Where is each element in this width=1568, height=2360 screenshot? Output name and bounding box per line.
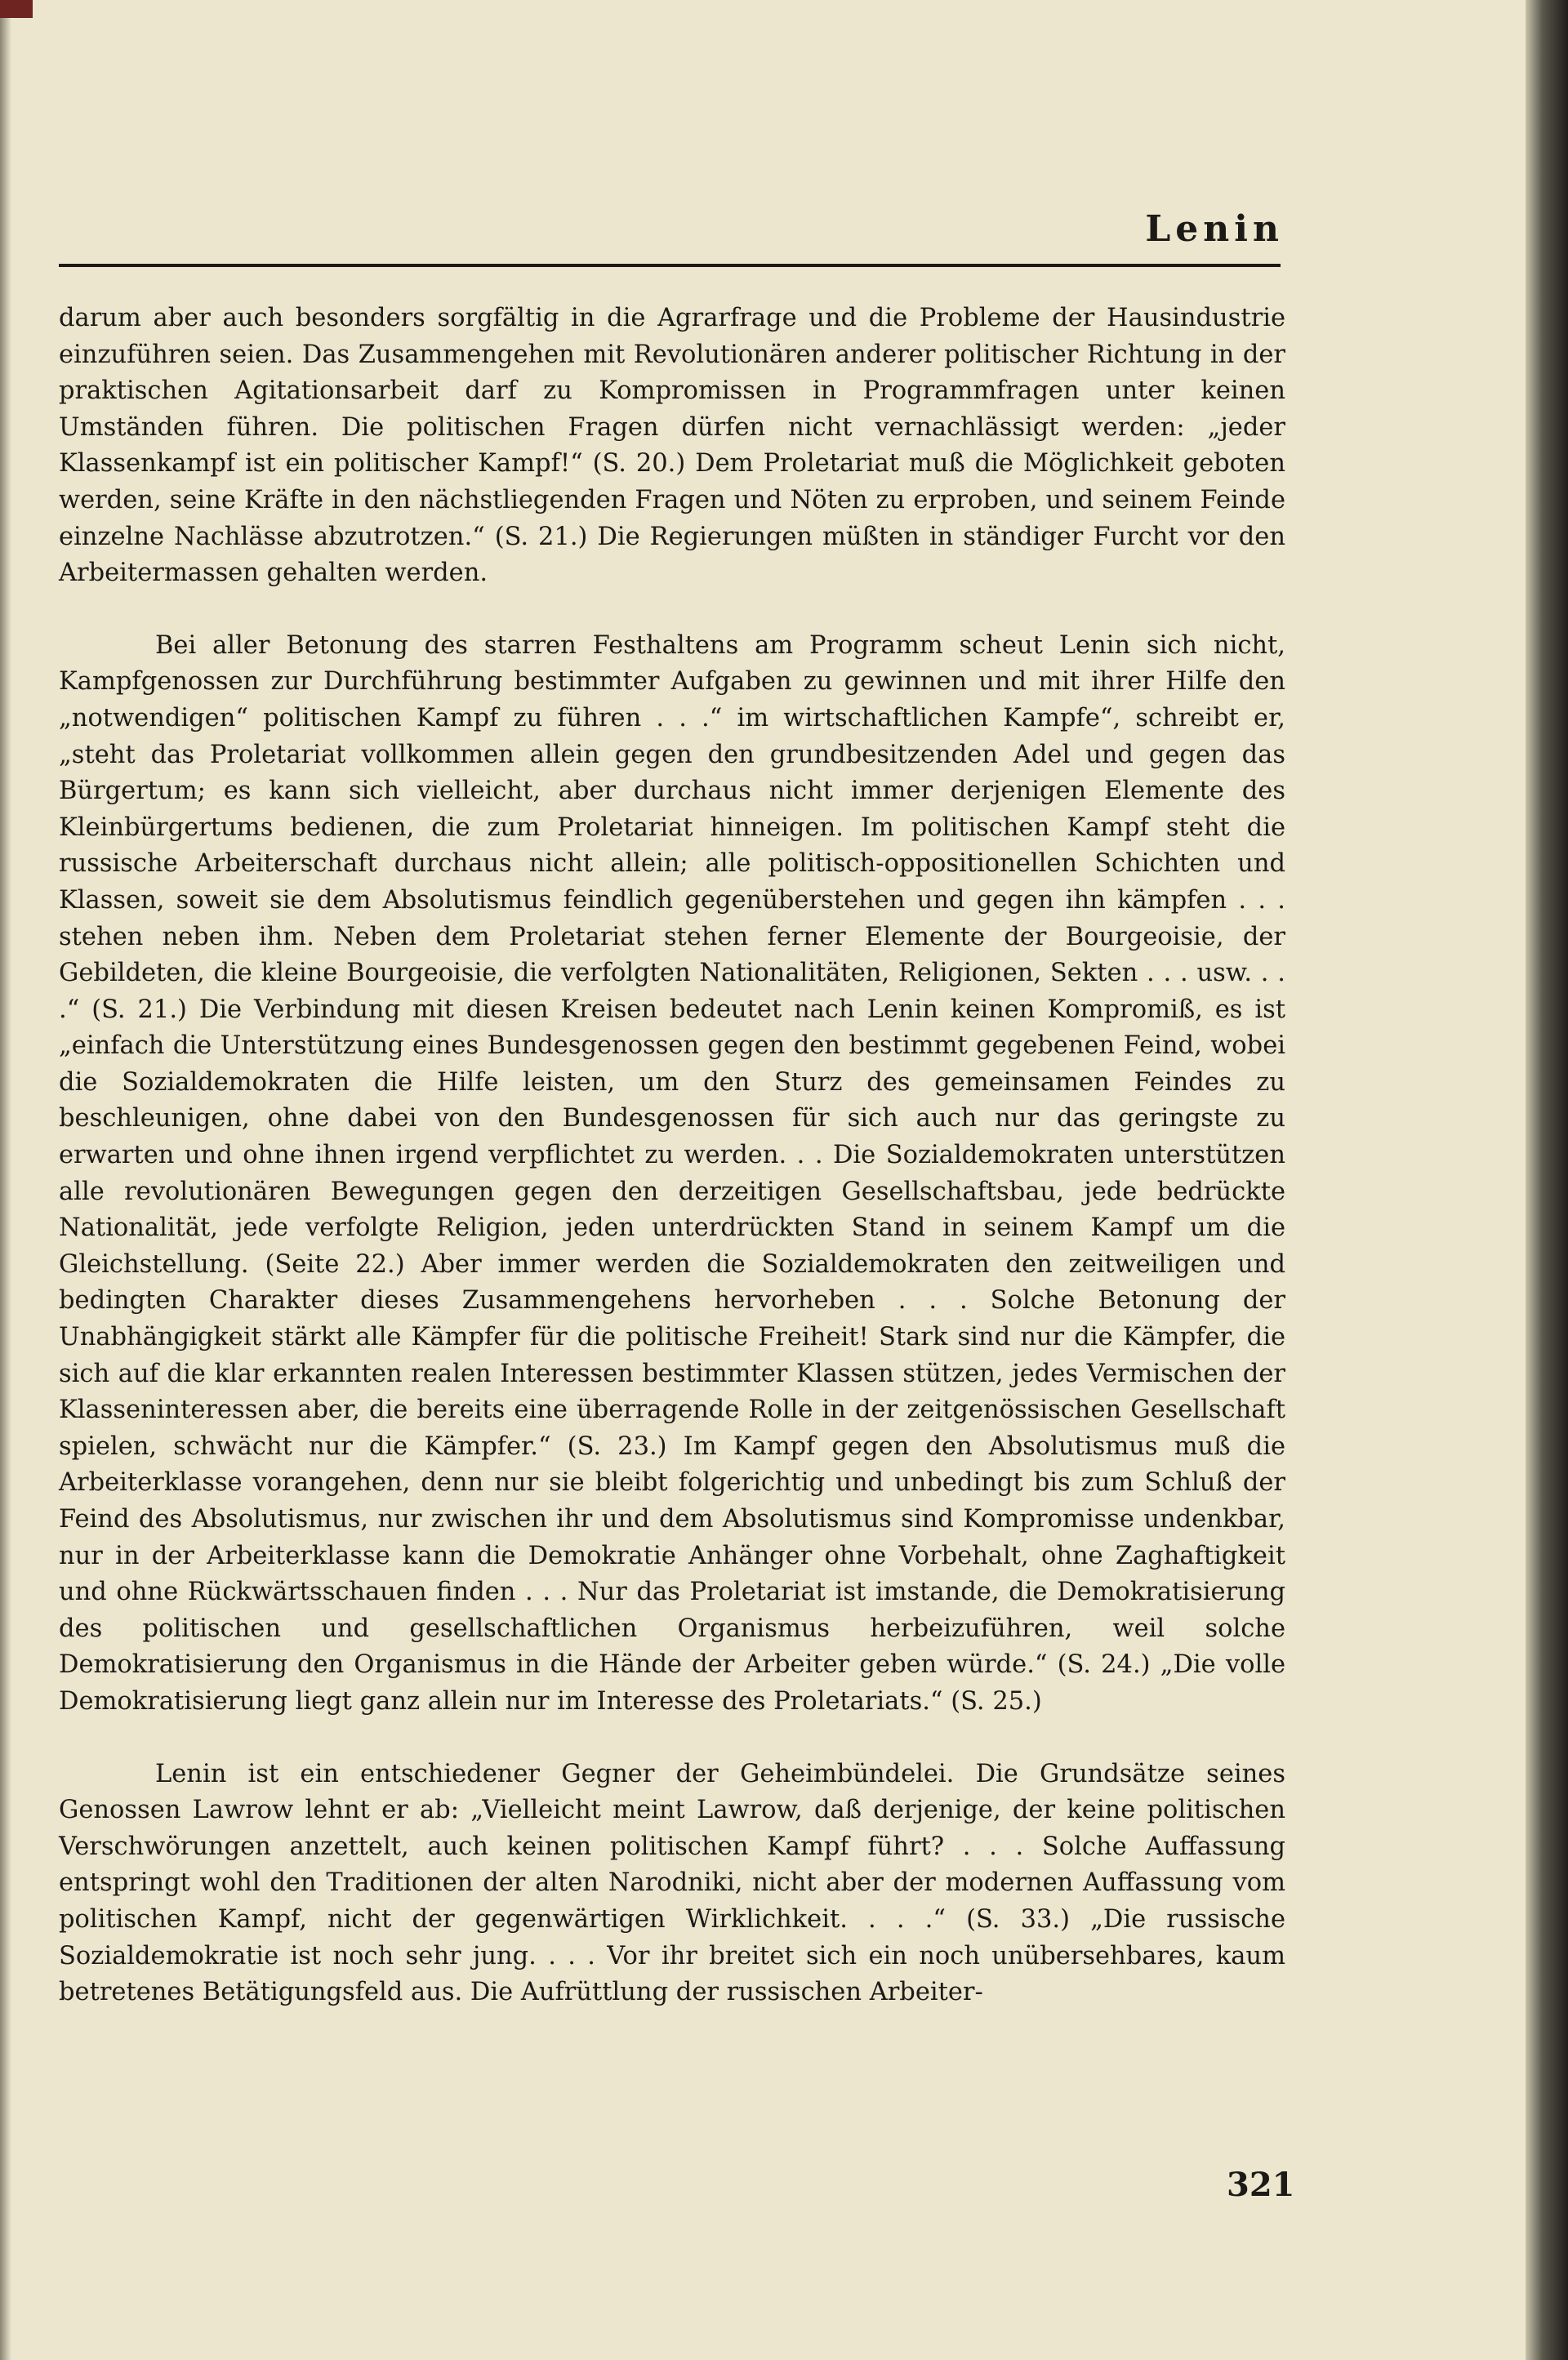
paragraph-3: Lenin ist ein entschiedener Gegner der Geheimbündelei. Die Grundsätze seines Genossen Lawrow lehnt er ab: „Vielleicht meint Lawrow, daß derjenige, der keine politischen Verschwörungen anzettelt, auch keinen politischen Kampf führt? . . . Solche Auffassung entspringt wohl den Traditionen der alten Narodniki, nicht aber der modernen Auffassung vom politischen Kampf, nicht der gegenwärtigen Wirklichkeit. . . .“ (S. 33.) „Die russische Sozialdemokratie ist noch sehr jung. . . . Vor ihr breitet sich ein noch unübersehbares, kaum betretenes Betätigungsfeld aus. Die Aufrüttlung der russischen Arbeiter- (59, 1759, 1285, 2007)
page-number: 321 (1227, 2166, 1295, 2204)
running-head: Lenin (1145, 208, 1284, 250)
page-gutter-shadow (0, 0, 11, 2360)
header-rule (59, 264, 1281, 267)
paragraph-2: Bei aller Betonung des starren Festhaltens am Programm scheut Lenin sich nicht, Kampfgenossen zur Durchführung bestimmter Aufgaben zu gewinnen und mit ihrer Hilfe den „notwendigen“ politischen Kampf zu führen . . .“ im wirtschaftlichen Kampfe“, schreibt er, „steht das Proletariat vollkommen allein gegen den grundbesitzenden Adel und gegen das Bürgertum; es kann sich vielleicht, aber durchaus nicht immer derjenigen Elemente des Kleinbürgertums bedienen, die zum Proletariat hinneigen. Im politischen Kampf steht die russische Arbeiterschaft durchaus nicht allein; alle politisch-oppositionellen Schichten und Klassen, soweit sie dem Absolutismus feindlich gegenüberstehen und gegen ihn kämpfen . . . stehen neben ihm. Neben dem Proletariat stehen ferner Elemente der Bourgeoisie, der Gebildeten, die kleine Bourgeoisie, die verfolgten Nationalitäten, Religionen, Sekten . . . usw. . . .“ (S. 21.) Die Verbindung mit diesen Kreisen bedeutet nach Lenin keinen Kompromiß, es ist „einfach die Unterstützung eines Bundesgenossen gegen den bestimmt gegebenen Feind, wobei die Sozialdemokraten die Hilfe leisten, um den Sturz des gemeinsamen Feindes zu beschleunigen, ohne dabei von den Bundesgenossen für sich auch nur das geringste zu erwarten und ohne ihnen irgend verpflichtet zu werden. . . Die Sozialdemokraten unterstützen alle revolutionären Bewegungen gegen den derzeitigen Gesellschaftsbau, jede bedrückte Nationalität, jede verfolgte Religion, jeden unterdrückten Stand in seinem Kampf um die Gleichstellung. (Seite 22.) Aber immer werden die Sozialdemokraten den zeitweiligen und bedingten Charakter dieses Zusammengehens hervorheben . . . Solche Betonung der Unabhängigkeit stärkt alle Kämpfer für die politische Freiheit! Stark sind nur die Kämpfer, die sich auf die klar erkannten realen Interessen bestimmter Klassen stützen, jedes Vermischen der Klasseninteressen aber, die bereits eine überragende Rolle in der zeitgenössischen Gesellschaft spielen, schwächt nur die Kämpfer.“ (S. 23.) Im Kampf gegen den Absolutismus muß die Arbeiterklasse vorangehen, denn nur sie bleibt folgerichtig und unbedingt bis zum Schluß der Feind des Absolutismus, nur zwischen ihr und dem Absolutismus sind Kompromisse undenkbar, nur in der Arbeiterklasse kann die Demokratie Anhänger ohne Vorbehalt, ohne Zaghaftigkeit und ohne Rückwärtsschauen finden . . . Nur das Proletariat ist imstande, die Demokratisierung des politischen und gesellschaftlichen Organismus herbeizuführen, weil solche Demokratisierung den Organismus in die Hände der Arbeiter geben würde.“ (S. 24.) „Die volle Demokratisierung liegt ganz allein nur im Interesse des Proletariats.“ (S. 25.) (59, 630, 1285, 1716)
page-edge-shadow (1526, 0, 1568, 2360)
page-body-text (59, 301, 1285, 2011)
corner-marker (0, 0, 33, 18)
paragraph-1: darum aber auch besonders sorgfältig in die Agrarfrage und die Probleme der Hausindustrie einzuführen seien. Das Zusammengehen mit Revolutionären anderer politischer Richtung in der praktischen Agitationsarbeit darf zu Kompromissen in Programmfragen unter keinen Umständen führen. Die politischen Fragen dürfen nicht vernachlässigt werden: „jeder Klassenkampf ist ein politischer Kampf!“ (S. 20.) Dem Proletariat muß die Möglichkeit geboten werden, seine Kräfte in den nächstliegenden Fragen und Nöten zu erproben, und seinem Feinde einzelne Nachlässe abzutrotzen.“ (S. 21.) Die Regierungen müßten in ständiger Furcht vor den Arbeitermassen gehalten werden. (59, 304, 1285, 588)
